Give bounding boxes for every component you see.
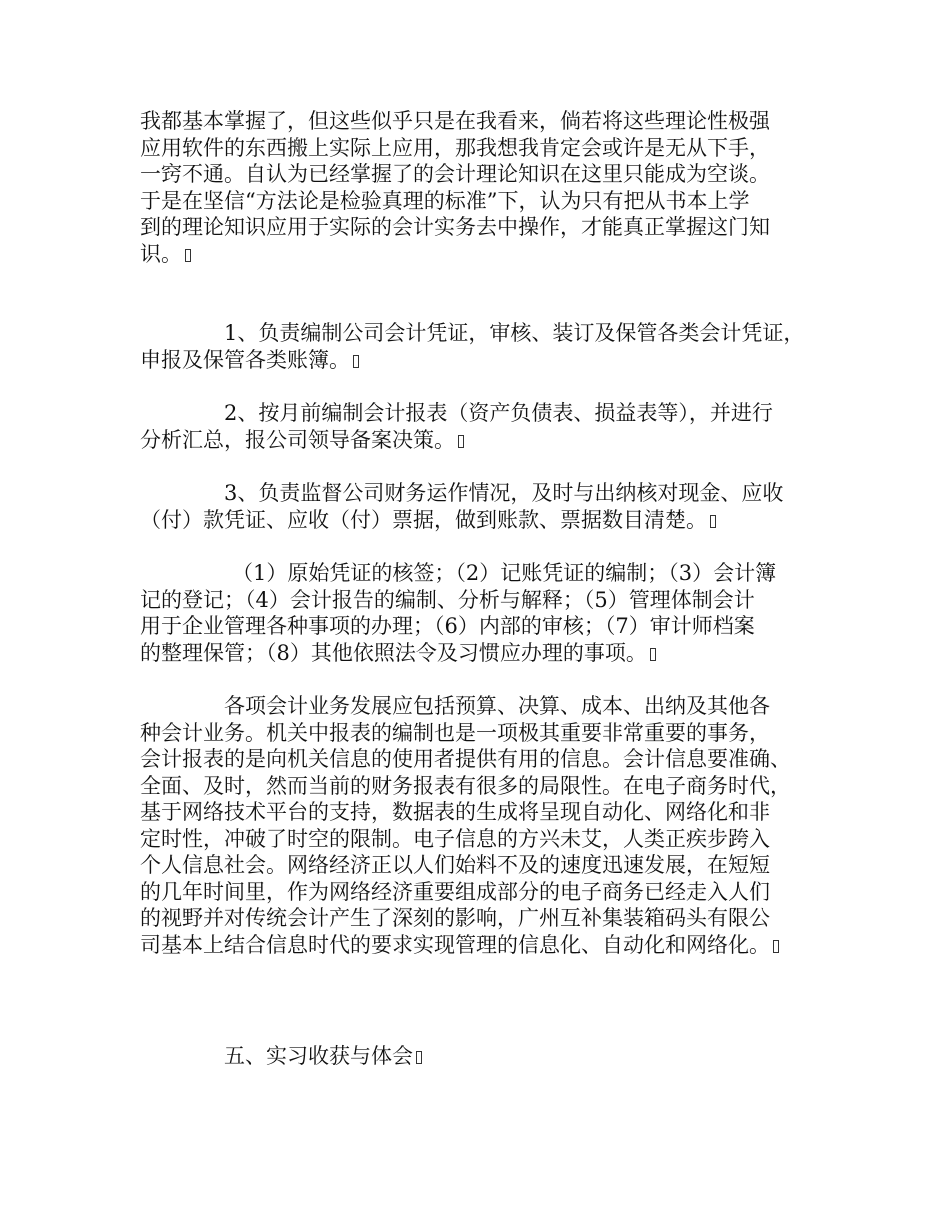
paragraph-mark-icon xyxy=(185,249,191,262)
text-line: 的几年时间里，作为网络经济重要组成部分的电子商务已经走入人们 xyxy=(140,879,770,904)
text-line: 的视野并对传统会计产生了深刻的影响，广州互补集装箱码头有限公 xyxy=(140,906,770,930)
section-heading-internship-gains xyxy=(140,1043,840,1070)
heading-text: 五、实习收获与体会 xyxy=(224,1044,413,1068)
text-line-last xyxy=(140,241,840,268)
paragraph-learning-reflection xyxy=(140,108,840,267)
text-line: 基于网络技术平台的支持，数据表的生成将呈现自动化、网络化和非 xyxy=(140,800,770,824)
text-line-last xyxy=(140,507,840,534)
text-line: 定时性，冲破了时空的限制。电子信息的方兴未艾，人类正疾步跨入 xyxy=(140,826,770,851)
text-line: 用于企业管理各种事项的办理；（6）内部的审核；（7）审计师档案 xyxy=(140,614,755,638)
text-line: 种会计业务。机关中报表的编制也是一项极其重要非常重要的事务， xyxy=(140,720,770,745)
text-line-content: 司基本上结合信息时代的要求实现管理的信息化、自动化和网络化。 xyxy=(140,932,770,957)
text-line: 个人信息社会。网络经济正以人们始料不及的速度迅速发展，在短短 xyxy=(140,853,770,877)
paragraph-mark-icon xyxy=(710,515,716,528)
paragraph-mark-icon xyxy=(353,355,359,368)
text-line: 全面、及时，然而当前的财务报表有很多的局限性。在电子商务时代， xyxy=(140,773,791,798)
text-line-last xyxy=(140,347,840,374)
paragraph-accounting-business xyxy=(140,693,840,958)
text-line-content: （付）款凭证、应收（付）票据，做到账款、票据数目清楚。 xyxy=(140,507,707,532)
paragraph-duty-1 xyxy=(140,320,840,373)
text-line: 1、负责编制公司会计凭证，审核、装订及保管各类会计凭证， xyxy=(224,321,805,345)
text-line: （1）原始凭证的核签；（2）记账凭证的编制；（3）会计簿 xyxy=(232,561,777,585)
text-line: 我都基本掌握了，但这些似乎只是在我看来，倘若将这些理论性极强 xyxy=(140,109,770,133)
text-line-content: 申报及保管各类账簿。 xyxy=(140,347,350,372)
paragraph-accounting-tasks xyxy=(140,560,840,666)
paragraph-duty-3 xyxy=(140,480,840,533)
paragraph-mark-icon xyxy=(416,1051,422,1064)
text-line-last xyxy=(140,640,840,667)
paragraph-duty-2 xyxy=(140,400,840,453)
paragraph-mark-icon xyxy=(650,648,656,661)
paragraph-mark-icon xyxy=(458,435,464,448)
text-line: 一窍不通。自认为已经掌握了的会计理论知识在这里只能成为空谈。 xyxy=(140,162,770,186)
text-line-content: 的整理保管；（8）其他依照法令及习惯应办理的事项。 xyxy=(140,640,647,665)
text-line: 会计报表的是向机关信息的使用者提供有用的信息。会计信息要准确、 xyxy=(140,747,791,771)
text-line-last xyxy=(140,932,840,959)
text-line-content: 分析汇总，报公司领导备案决策。 xyxy=(140,427,455,452)
text-line: 到的理论知识应用于实际的会计实务去中操作，才能真正掌握这门知 xyxy=(140,215,770,239)
text-line: 记的登记；（4）会计报告的编制、分析与解释；（5）管理体制会计 xyxy=(140,587,755,612)
text-line: 于是在坚信“方法论是检验真理的标准”下，认为只有把从书本上学 xyxy=(140,188,750,213)
text-line-content: 识。 xyxy=(140,241,182,266)
text-line: 3、负责监督公司财务运作情况，及时与出纳核对现金、应收 xyxy=(224,481,784,505)
text-line-last xyxy=(140,427,840,454)
text-line-last xyxy=(140,1043,840,1070)
text-line: 2、按月前编制会计报表（资产负债表、损益表等），并进行 xyxy=(224,401,773,425)
text-line: 应用软件的东西搬上实际上应用，那我想我肯定会或许是无从下手， xyxy=(140,135,770,160)
paragraph-mark-icon xyxy=(773,940,779,953)
text-line: 各项会计业务发展应包括预算、决算、成本、出纳及其他各 xyxy=(224,694,770,718)
